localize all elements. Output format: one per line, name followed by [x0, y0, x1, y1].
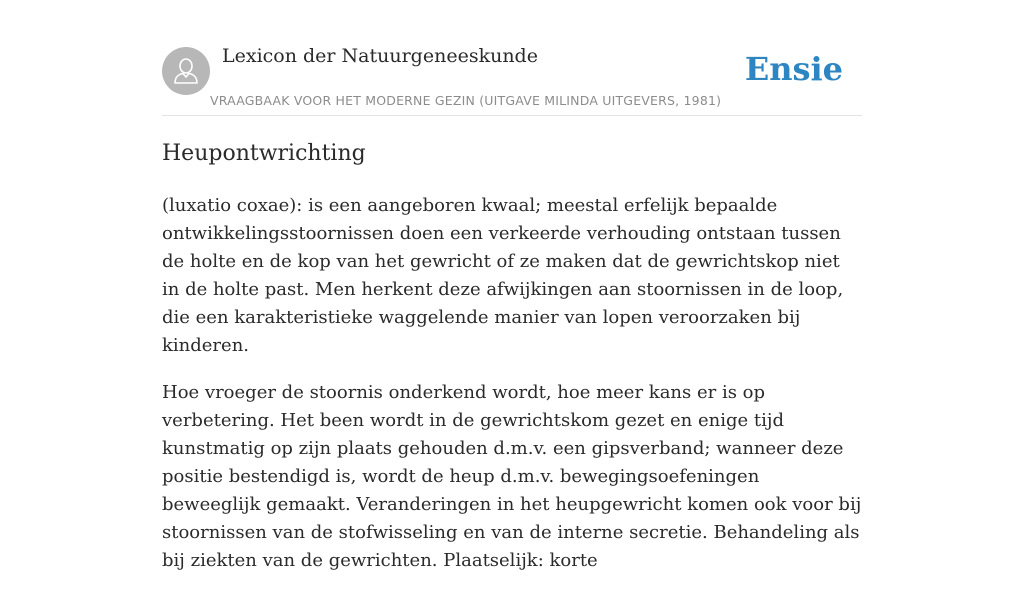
entry-title: Heupontwrichting: [162, 141, 366, 166]
brand-logo[interactable]: Ensie: [744, 50, 843, 88]
source-title-link[interactable]: Lexicon der Natuurgeneeskunde: [222, 45, 538, 67]
user-avatar-icon[interactable]: [162, 47, 210, 95]
entry-paragraph: Hoe vroeger de stoornis onderkend wordt, hoe meer kans er is op verbetering. Het been wordt in de gewrichtskom gezet en enige tijd kunstmatig op zijn plaats gehouden d.m.v. een gipsverband; wanneer deze positie bestendigd is, wordt de heup d.m.v. bewegingsoefeningen beweeglijk gemaakt. Veranderingen in het heupgewricht komen ook voor bij stoornissen van de stofwisseling en van de interne secretie. Behandeling als bij ziekten van de gewrichten. Plaatselijk: korte: [162, 382, 862, 571]
source-subtitle: VRAAGBAAK VOOR HET MODERNE GEZIN (UITGAVE MILINDA UITGEVERS, 1981): [210, 93, 722, 108]
source-header: [162, 0, 862, 116]
entry-paragraph: (luxatio coxae): is een aangeboren kwaal; meestal erfelijk bepaalde ontwikkelingsstoornissen doen een verkeerde verhouding ontstaan tussen de holte en de kop van het gewricht of ze maken dat de gewrichtskop niet in de holte past. Men herkent deze afwijkingen aan stoornissen in de loop, die een karakteristieke waggelende manier van lopen veroorzaken bij kinderen.: [162, 195, 844, 356]
entry-content: [162, 138, 862, 594]
